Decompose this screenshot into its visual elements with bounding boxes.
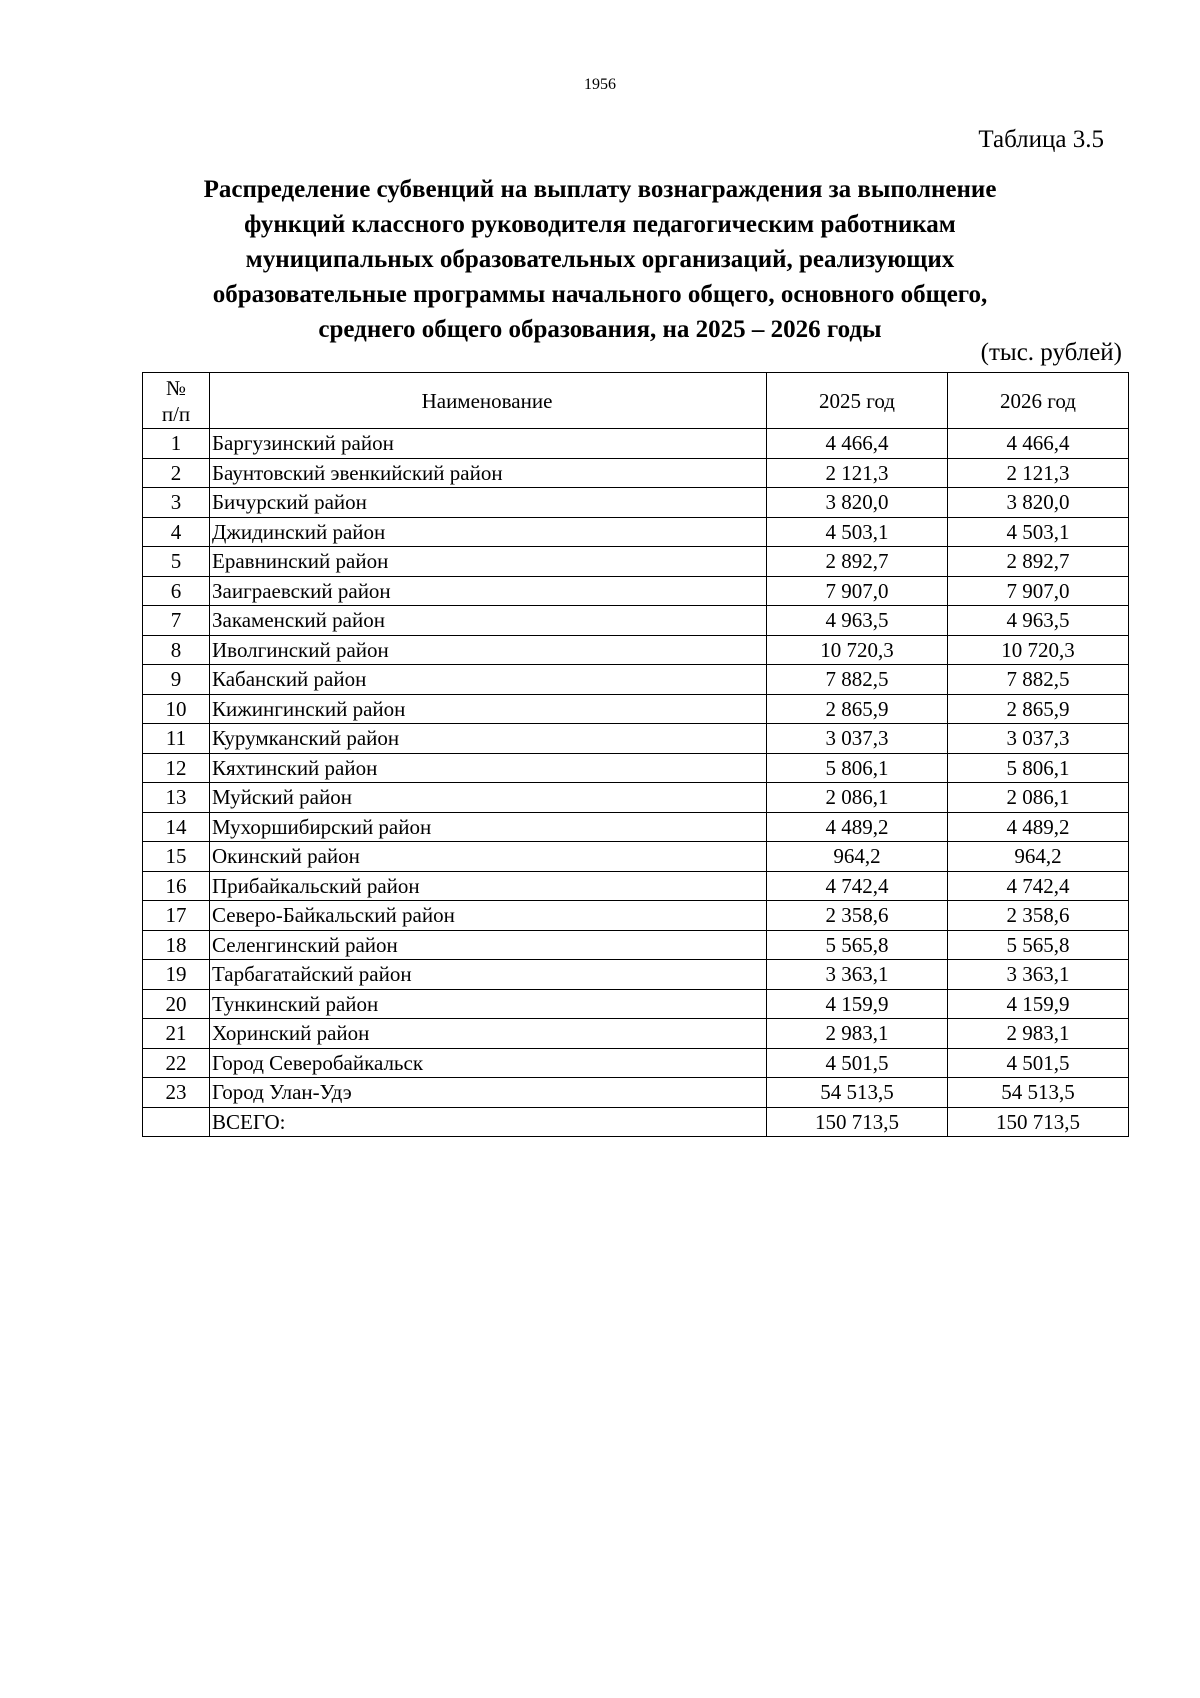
- row-value-2025: 964,2: [767, 842, 948, 872]
- row-value-2025: 3 820,0: [767, 488, 948, 518]
- row-value-2025: 3 037,3: [767, 724, 948, 754]
- table-row: [143, 989, 1129, 1019]
- row-name: Город Улан-Удэ: [210, 1078, 767, 1108]
- row-value-2026: 7 907,0: [948, 576, 1129, 606]
- row-value-2025: 2 086,1: [767, 783, 948, 813]
- table-row: [143, 901, 1129, 931]
- page-number: 1956: [584, 76, 616, 93]
- row-value-2026: 5 806,1: [948, 753, 1129, 783]
- row-name: Еравнинский район: [210, 547, 767, 577]
- table-row: [143, 488, 1129, 518]
- row-value-2025: 2 121,3: [767, 458, 948, 488]
- row-number: 21: [143, 1019, 210, 1049]
- row-value-2026: 4 159,9: [948, 989, 1129, 1019]
- row-number: 14: [143, 812, 210, 842]
- row-value-2025: 54 513,5: [767, 1078, 948, 1108]
- row-value-2026: 4 466,4: [948, 429, 1129, 459]
- row-value-2025: 3 363,1: [767, 960, 948, 990]
- table-row: [143, 429, 1129, 459]
- table-row: [143, 783, 1129, 813]
- row-value-2025: 2 983,1: [767, 1019, 948, 1049]
- table-row: [143, 606, 1129, 636]
- row-name: Бичурский район: [210, 488, 767, 518]
- row-number: [143, 1107, 210, 1137]
- table-row: [143, 842, 1129, 872]
- row-number: 2: [143, 458, 210, 488]
- row-number: 15: [143, 842, 210, 872]
- row-name: Кяхтинский район: [210, 753, 767, 783]
- row-number: 8: [143, 635, 210, 665]
- row-number: 17: [143, 901, 210, 931]
- row-value-2026: 3 037,3: [948, 724, 1129, 754]
- row-number: 4: [143, 517, 210, 547]
- row-name: Закаменский район: [210, 606, 767, 636]
- row-number: 20: [143, 989, 210, 1019]
- row-number: 12: [143, 753, 210, 783]
- table-row: [143, 635, 1129, 665]
- row-value-2026: 7 882,5: [948, 665, 1129, 695]
- table-row: [143, 547, 1129, 577]
- row-number: 13: [143, 783, 210, 813]
- row-value-2025: 4 742,4: [767, 871, 948, 901]
- row-name: Окинский район: [210, 842, 767, 872]
- row-number: 3: [143, 488, 210, 518]
- row-number: 5: [143, 547, 210, 577]
- row-value-2025: 2 892,7: [767, 547, 948, 577]
- row-number: 7: [143, 606, 210, 636]
- row-number: 6: [143, 576, 210, 606]
- row-value-2025: 4 501,5: [767, 1048, 948, 1078]
- title-line: муниципальных образовательных организаций, реализующих: [245, 246, 955, 273]
- row-value-2025: 150 713,5: [767, 1107, 948, 1137]
- table-row: [143, 576, 1129, 606]
- row-name: Муйский район: [210, 783, 767, 813]
- subvention-table: [142, 372, 1129, 1137]
- header-name: Наименование: [210, 373, 767, 429]
- table-row: [143, 1078, 1129, 1108]
- row-number: 18: [143, 930, 210, 960]
- units-label: (тыс. рублей): [980, 339, 1122, 366]
- row-name: Селенгинский район: [210, 930, 767, 960]
- row-name: Курумканский район: [210, 724, 767, 754]
- row-name: Иволгинский район: [210, 635, 767, 665]
- table-row: [143, 812, 1129, 842]
- table-row: [143, 517, 1129, 547]
- row-name: Джидинский район: [210, 517, 767, 547]
- table-row: [143, 960, 1129, 990]
- row-number: 9: [143, 665, 210, 695]
- row-value-2025: 5 565,8: [767, 930, 948, 960]
- row-value-2026: 4 963,5: [948, 606, 1129, 636]
- row-number: 19: [143, 960, 210, 990]
- row-number: 1: [143, 429, 210, 459]
- table-row: [143, 694, 1129, 724]
- row-number: 22: [143, 1048, 210, 1078]
- row-name: Кижингинский район: [210, 694, 767, 724]
- row-value-2026: 10 720,3: [948, 635, 1129, 665]
- row-value-2026: 2 358,6: [948, 901, 1129, 931]
- row-value-2026: 4 489,2: [948, 812, 1129, 842]
- row-number: 10: [143, 694, 210, 724]
- row-value-2025: 2 865,9: [767, 694, 948, 724]
- row-value-2025: 7 907,0: [767, 576, 948, 606]
- header-2025: 2025 год: [767, 373, 948, 429]
- header-number-abbr: п/п: [161, 401, 191, 426]
- table-row: [143, 753, 1129, 783]
- table-row: [143, 930, 1129, 960]
- header-number: [143, 373, 210, 429]
- row-value-2025: 4 489,2: [767, 812, 948, 842]
- row-value-2026: 54 513,5: [948, 1078, 1129, 1108]
- title-line: среднего общего образования, на 2025 – 2026 годы: [318, 316, 882, 343]
- row-value-2025: 10 720,3: [767, 635, 948, 665]
- row-value-2026: 2 865,9: [948, 694, 1129, 724]
- table-header-row: [143, 373, 1129, 429]
- table-label: Таблица 3.5: [978, 126, 1104, 153]
- table-row: [143, 665, 1129, 695]
- header-2026: 2026 год: [948, 373, 1129, 429]
- row-value-2025: 4 466,4: [767, 429, 948, 459]
- row-value-2026: 964,2: [948, 842, 1129, 872]
- row-name: Мухоршибирский район: [210, 812, 767, 842]
- row-name: Прибайкальский район: [210, 871, 767, 901]
- row-name: Тарбагатайский район: [210, 960, 767, 990]
- row-value-2025: 2 358,6: [767, 901, 948, 931]
- row-name: ВСЕГО:: [210, 1107, 767, 1137]
- row-value-2025: 4 503,1: [767, 517, 948, 547]
- row-value-2026: 2 086,1: [948, 783, 1129, 813]
- table-row: [143, 458, 1129, 488]
- row-value-2025: 4 963,5: [767, 606, 948, 636]
- row-value-2026: 3 820,0: [948, 488, 1129, 518]
- row-value-2026: 4 742,4: [948, 871, 1129, 901]
- table-body: [143, 429, 1129, 1137]
- row-name: Город Северобайкальск: [210, 1048, 767, 1078]
- row-number: 16: [143, 871, 210, 901]
- row-value-2025: 4 159,9: [767, 989, 948, 1019]
- row-value-2026: 2 983,1: [948, 1019, 1129, 1049]
- row-value-2026: 2 892,7: [948, 547, 1129, 577]
- row-name: Баунтовский эвенкийский район: [210, 458, 767, 488]
- table-row: [143, 1019, 1129, 1049]
- row-value-2025: 5 806,1: [767, 753, 948, 783]
- title-line: Распределение субвенций на выплату вознаграждения за выполнение: [203, 176, 997, 203]
- table-row: [143, 724, 1129, 754]
- row-name: Заиграевский район: [210, 576, 767, 606]
- row-value-2026: 150 713,5: [948, 1107, 1129, 1137]
- table-row: [143, 871, 1129, 901]
- title-line: функций классного руководителя педагогическим работникам: [244, 211, 956, 238]
- row-name: Тункинский район: [210, 989, 767, 1019]
- row-name: Баргузинский район: [210, 429, 767, 459]
- row-value-2025: 7 882,5: [767, 665, 948, 695]
- row-number: 23: [143, 1078, 210, 1108]
- table-row: [143, 1048, 1129, 1078]
- row-value-2026: 2 121,3: [948, 458, 1129, 488]
- row-value-2026: 4 501,5: [948, 1048, 1129, 1078]
- row-number: 11: [143, 724, 210, 754]
- row-value-2026: 4 503,1: [948, 517, 1129, 547]
- row-value-2026: 3 363,1: [948, 960, 1129, 990]
- title-line: образовательные программы начального общего, основного общего,: [212, 281, 988, 308]
- row-name: Хоринский район: [210, 1019, 767, 1049]
- table-total-row: [143, 1107, 1129, 1137]
- document-title: [150, 172, 1050, 347]
- header-number-sign: №: [165, 375, 187, 400]
- row-name: Северо-Байкальский район: [210, 901, 767, 931]
- row-name: Кабанский район: [210, 665, 767, 695]
- row-value-2026: 5 565,8: [948, 930, 1129, 960]
